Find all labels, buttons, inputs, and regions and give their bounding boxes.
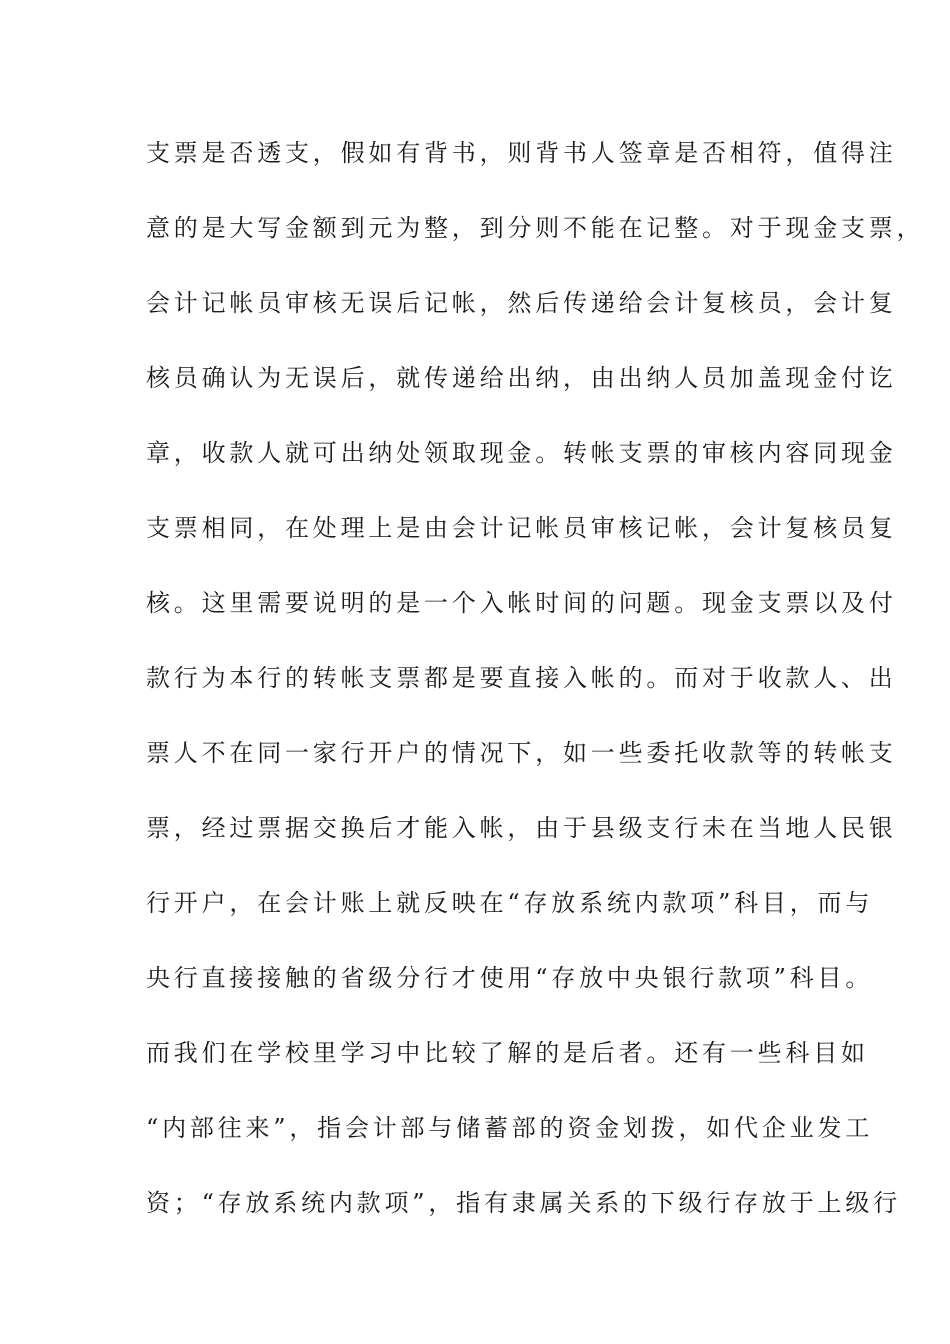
body-text <box>146 133 925 1258</box>
text-line: 票，经过票据交换后才能入帐，由于县级支行未在当地人民银 <box>146 814 897 842</box>
text-line: 款行为本行的转帐支票都是要直接入帐的。而对于收款人、出 <box>146 664 897 692</box>
text-line: 支票相同，在处理上是由会计记帐员审核记帐，会计复核员复 <box>146 514 897 542</box>
text-line: 而我们在学校里学习中比较了解的是后者。还有一些科目如 <box>146 1039 869 1067</box>
text-line: 会计记帐员审核无误后记帐，然后传递给会计复核员，会计复 <box>146 289 897 317</box>
text-line: 行开户，在会计账上就反映在“存放系统内款项”科目，而与 <box>146 889 874 917</box>
text-line: 资；“存放系统内款项”，指有隶属关系的下级行存放于上级行 <box>146 1189 901 1217</box>
text-line: 核。这里需要说明的是一个入帐时间的问题。现金支票以及付 <box>146 589 897 617</box>
text-line: 支票是否透支，假如有背书，则背书人签章是否相符，值得注 <box>146 139 897 167</box>
text-line: 央行直接接触的省级分行才使用“存放中央银行款项”科目。 <box>146 964 874 992</box>
text-line: “内部往来”，指会计部与储蓄部的资金划拨，如代企业发工 <box>146 1114 874 1142</box>
text-line: 章，收款人就可出纳处领取现金。转帐支票的审核内容同现金 <box>146 439 897 467</box>
text-line: 票人不在同一家行开户的情况下，如一些委托收款等的转帐支 <box>146 739 897 767</box>
text-line: 核员确认为无误后，就传递给出纳，由出纳人员加盖现金付讫 <box>146 364 897 392</box>
text-line: 意的是大写金额到元为整，到分则不能在记整。对于现金支票， <box>146 214 925 242</box>
